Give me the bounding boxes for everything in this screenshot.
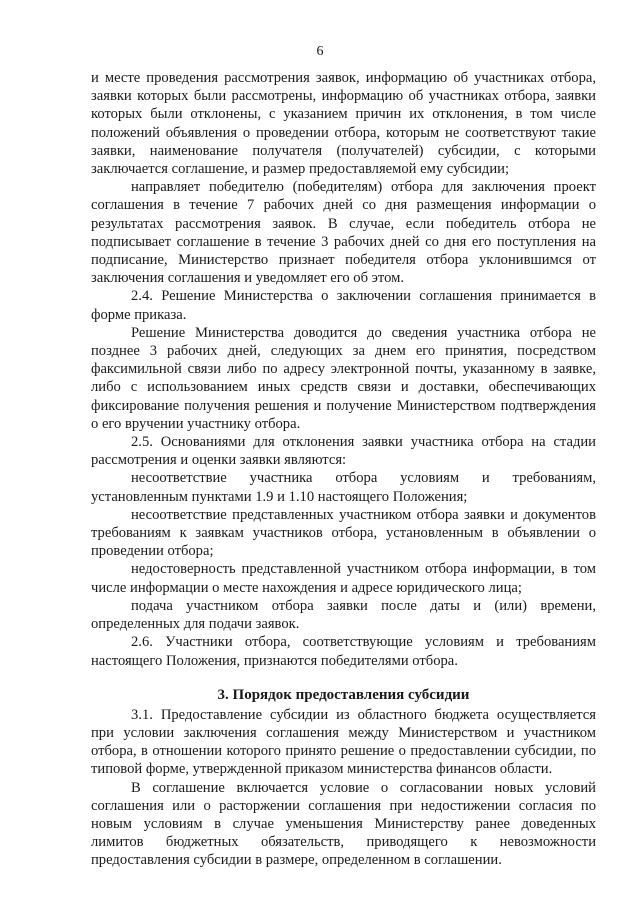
paragraph-2-5: 2.5. Основаниями для отклонения заявки участника отбора на стадии рассмотрения и оценки заявки являются: [91,434,596,469]
paragraph-2-6: 2.6. Участники отбора, соответствующие условиям и требованиям настоящего Положения, признаются победителями отбора. [91,634,596,669]
paragraph: В соглашение включается условие о согласовании новых условий соглашения или о расторжении соглашения при недостижении согласия по новым условиям в случае уменьшения Министерству ранее доведенных лимитов бюджетных обязательств, приводящего к невозможности предоставления субсидии в размере, определенном в соглашении. [91,779,596,869]
list-item: недостоверность представленной участником отбора информации, в том числе информации о месте нахождения и адресе юридического лица; [91,561,596,596]
paragraph-3-1: 3.1. Предоставление субсидии из областного бюджета осуществляется при условии заключения соглашения между Министерством и участником отбора, в отношении которого принято решение о предоставлении субсидии, по типовой форме, утвержденной приказом министерства финансов области. [91,706,596,778]
paragraph: Решение Министерства доводится до сведения участника отбора не позднее 3 рабочих дней, следующих за днем его принятия, посредством факсимильной связи либо по адресу электронной почты, указанному в заявке, либо с использованием иных средств связи и доставки, обеспечивающих фиксирование получения решения и получение Министерством подтверждения о его вручении участнику отбора. [91,324,596,432]
page-number: 6 [316,44,324,59]
paragraph-continuation: и месте проведения рассмотрения заявок, информацию об участниках отбора, заявки которых были рассмотрены, информацию об участниках отбора, заявки которых были отклонены, с указанием причин их отклонения, в том числе положений объявления о проведении отбора, которым не соответствуют такие заявки, наименование получателя (получателей) субсидии, с которыми заключается соглашение, и размер предоставляемой ему субсидии; [91,70,596,178]
paragraph-2-4: 2.4. Решение Министерства о заключении соглашения принимается в форме приказа. [91,288,596,323]
document-body [91,69,596,870]
list-item: несоответствие представленных участником отбора заявки и документов требованиям к заявкам участников отбора, установленным в объявлении о проведении отбора; [91,506,596,560]
section-heading: 3. Порядок предоставления субсидии [217,686,470,703]
list-item: подача участником отбора заявки после даты и (или) времени, определенных для подачи заявок. [91,597,596,633]
list-item: несоответствие участника отбора условиям и требованиям, установленным пунктами 1.9 и 1.10 настоящего Положения; [91,470,596,505]
paragraph: направляет победителю (победителям) отбора для заключения проект соглашения в течение 7 рабочих дней со дня размещения информации о результатах рассмотрения заявок. В случае, если победитель отбора не подписывает соглашение в течение 3 рабочих дней со дня его поступления на подписание, Министерство признает победителя отбора уклонившимся от заключения соглашения и уведомляет его об этом. [91,179,596,287]
